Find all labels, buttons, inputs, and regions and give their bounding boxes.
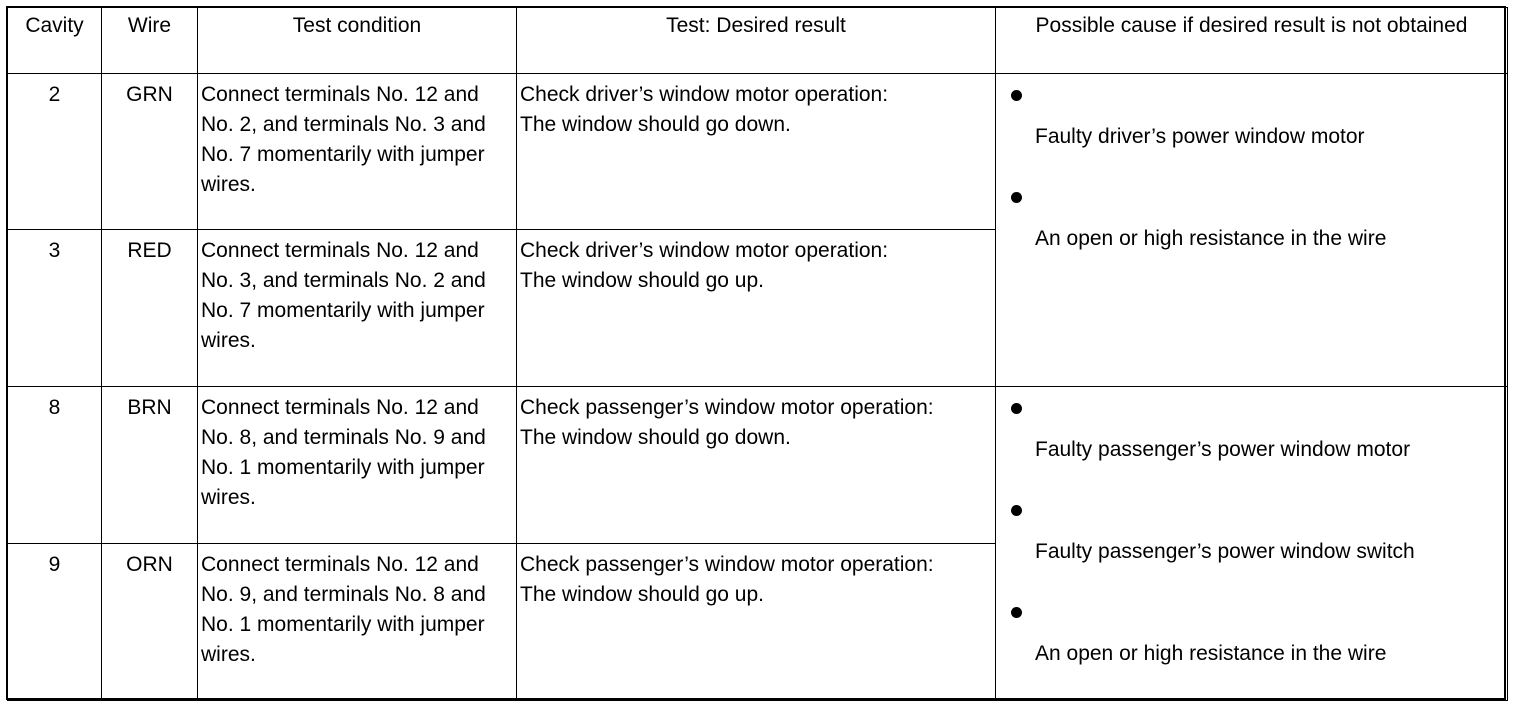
table-row [8, 74, 1508, 230]
result-line: Check passenger’s window motor operation: [520, 553, 934, 576]
result-line: Check driver’s window motor operation: [520, 83, 889, 106]
cause-item: Faulty passenger’s power window motor [1035, 438, 1411, 461]
bullet-icon [1011, 403, 1022, 414]
diagnostic-table [7, 7, 1508, 701]
result-line: The window should go down. [520, 113, 791, 136]
result-cell [517, 74, 996, 230]
wire-cell: ORN [102, 544, 198, 701]
cause-cell [996, 74, 1508, 387]
header-possible-cause: Possible cause if desired result is not obtained [996, 8, 1508, 74]
cause-item: Faulty passenger’s power window switch [1035, 540, 1415, 563]
result-line: The window should go down. [520, 426, 791, 449]
cause-cell [996, 387, 1508, 701]
cavity-cell: 2 [8, 74, 102, 230]
bullet-icon [1011, 607, 1022, 618]
bullet-icon [1011, 505, 1022, 516]
result-cell [517, 230, 996, 387]
header-cavity: Cavity [8, 8, 102, 74]
result-line: Check driver’s window motor operation: [520, 239, 889, 262]
bullet-icon [1011, 90, 1022, 101]
result-line: The window should go up. [520, 583, 764, 606]
condition-cell: Connect terminals No. 12 and No. 9, and terminals No. 8 and No. 1 momentarily with jumper wires. [198, 544, 517, 701]
result-cell [517, 544, 996, 701]
wire-cell: BRN [102, 387, 198, 544]
table-row [8, 387, 1508, 544]
header-test-condition: Test condition [198, 8, 517, 74]
result-line: Check passenger’s window motor operation: [520, 396, 934, 419]
table-header-row [8, 8, 1508, 74]
condition-cell: Connect terminals No. 12 and No. 2, and terminals No. 3 and No. 7 momentarily with jumper wires. [198, 74, 517, 230]
header-desired-result: Test: Desired result [517, 8, 996, 74]
cavity-cell: 8 [8, 387, 102, 544]
wire-cell: RED [102, 230, 198, 387]
result-line: The window should go up. [520, 269, 764, 292]
cause-item: An open or high resistance in the wire [1035, 227, 1387, 250]
condition-cell: Connect terminals No. 12 and No. 3, and terminals No. 2 and No. 7 momentarily with jumper wires. [198, 230, 517, 387]
header-wire: Wire [102, 8, 198, 74]
bullet-icon [1011, 192, 1022, 203]
condition-cell: Connect terminals No. 12 and No. 8, and terminals No. 9 and No. 1 momentarily with jumper wires. [198, 387, 517, 544]
cause-item: An open or high resistance in the wire [1035, 642, 1387, 665]
cavity-cell: 3 [8, 230, 102, 387]
cause-item: Faulty driver’s power window motor [1035, 125, 1365, 148]
result-cell [517, 387, 996, 544]
cavity-cell: 9 [8, 544, 102, 701]
wire-cell: GRN [102, 74, 198, 230]
